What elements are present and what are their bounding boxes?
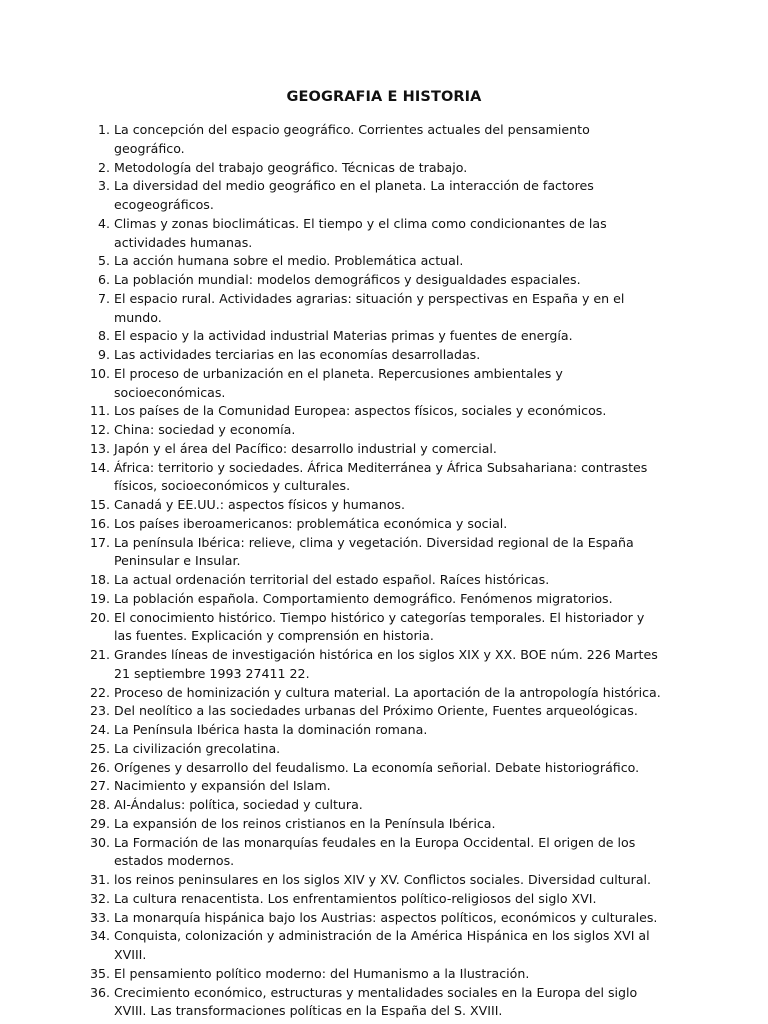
topic-text: El pensamiento político moderno: del Humanismo a la Ilustración. xyxy=(114,965,530,981)
topic-item xyxy=(0,927,768,965)
topic-text: los reinos peninsulares en los siglos XIV y XV. Conflictos sociales. Diversidad cultural. xyxy=(114,872,652,887)
topic-item xyxy=(0,909,768,928)
topic-number: 19. xyxy=(89,590,110,606)
topic-number: 11. xyxy=(89,403,110,419)
topic-number: 26. xyxy=(89,759,110,775)
topic-number: 25. xyxy=(89,740,110,756)
topic-text: Los países de la Comunidad Europea: aspectos físicos, sociales y económicos. xyxy=(114,403,607,419)
topic-text: Proceso de hominización y cultura material. La aportación de la antropología histórica. xyxy=(114,684,661,700)
topic-number: 16. xyxy=(89,515,110,531)
topic-number: 20. xyxy=(89,609,110,625)
topic-number: 32. xyxy=(89,890,110,906)
topic-item xyxy=(0,121,768,159)
topic-text: Los países iberoamericanos: problemática económica y social. xyxy=(114,515,508,531)
topic-text: China: sociedad y economía. xyxy=(114,422,296,437)
topic-list xyxy=(0,121,768,1021)
topic-item xyxy=(0,459,768,497)
topic-text: La población española. Comportamiento demográfico. Fenómenos migratorios. xyxy=(114,590,613,606)
topic-item xyxy=(0,365,768,403)
topic-number: 6. xyxy=(97,272,110,287)
topic-item xyxy=(0,965,768,984)
topic-text: La península Ibérica: relieve, clima y vegetación. Diversidad regional de la España Peninsular e Insular. xyxy=(114,534,634,569)
topic-text: Japón y el área del Pacífico: desarrollo industrial y comercial. xyxy=(114,440,497,456)
topic-number: 36. xyxy=(89,984,110,1000)
topic-item xyxy=(0,777,768,796)
topic-text: La Formación de las monarquías feudales en la Europa Occidental. El origen de los estados modernos. xyxy=(114,834,636,869)
topic-number: 22. xyxy=(89,684,110,700)
topic-item xyxy=(0,346,768,365)
topic-number: 10. xyxy=(89,365,110,381)
topic-text: La Península Ibérica hasta la dominación romana. xyxy=(114,722,428,737)
topic-number: 21. xyxy=(89,647,110,662)
topic-text: La cultura renacentista. Los enfrentamientos político-religiosos del siglo XVI. xyxy=(114,890,597,906)
topic-number: 24. xyxy=(89,722,110,737)
topic-item xyxy=(0,571,768,590)
topic-text: Crecimiento económico, estructuras y mentalidades sociales en la Europa del siglo XVIII. Las transformaciones políticas en la España del S. XVIII. xyxy=(114,984,638,1019)
topic-item xyxy=(0,421,768,440)
topic-item xyxy=(0,159,768,178)
topic-item xyxy=(0,984,768,1022)
topic-number: 13. xyxy=(89,440,110,456)
topic-text: Grandes líneas de investigación histórica en los siglos XIX y XX. BOE núm. 226 Martes 21 septiembre 1993 27411 22. xyxy=(114,647,658,681)
topic-text: El conocimiento histórico. Tiempo histórico y categorías temporales. El historiador y las fuentes. Explicación y comprensión en historia. xyxy=(114,609,645,644)
topic-number: 14. xyxy=(89,459,110,475)
topic-text: Climas y zonas bioclimáticas. El tiempo y el clima como condicionantes de las actividades humanas. xyxy=(114,215,607,250)
topic-number: 7. xyxy=(97,290,110,306)
topic-item xyxy=(0,796,768,815)
topic-text: Metodología del trabajo geográfico. Técnicas de trabajo. xyxy=(114,159,468,175)
topic-number: 29. xyxy=(89,815,110,831)
topic-text: Canadá y EE.UU.: aspectos físicos y humanos. xyxy=(114,497,405,512)
topic-text: Las actividades terciarias en las economías desarrolladas. xyxy=(114,347,481,362)
topic-item xyxy=(0,684,768,703)
topic-text: La actual ordenación territorial del estado español. Raíces históricas. xyxy=(114,572,550,587)
topic-text: La monarquía hispánica bajo los Austrias: aspectos políticos, económicos y culturales. xyxy=(114,909,658,925)
topic-item xyxy=(0,890,768,909)
topic-text: El espacio rural. Actividades agrarias: situación y perspectivas en España y en el mundo. xyxy=(114,290,625,325)
topic-number: 28. xyxy=(89,797,110,812)
topic-item xyxy=(0,590,768,609)
topic-item xyxy=(0,815,768,834)
topic-text: Del neolítico a las sociedades urbanas del Próximo Oriente, Fuentes arqueológicas. xyxy=(114,703,638,719)
document-title: GEOGRAFIA E HISTORIA xyxy=(286,89,482,105)
topic-item xyxy=(0,440,768,459)
topic-number: 15. xyxy=(89,497,110,512)
topic-item xyxy=(0,515,768,534)
topic-text: La expansión de los reinos cristianos en la Península Ibérica. xyxy=(114,815,496,831)
topic-number: 30. xyxy=(89,834,110,850)
topic-number: 31. xyxy=(89,872,110,887)
topic-text: El espacio y la actividad industrial Materias primas y fuentes de energía. xyxy=(114,328,573,344)
topic-item xyxy=(0,646,768,684)
topic-number: 3. xyxy=(97,178,110,194)
topic-number: 18. xyxy=(89,572,110,587)
topic-item xyxy=(0,496,768,515)
topic-item xyxy=(0,327,768,346)
topic-item xyxy=(0,290,768,328)
topic-item xyxy=(0,740,768,759)
topic-number: 8. xyxy=(97,328,110,344)
topic-item xyxy=(0,759,768,778)
topic-number: 9. xyxy=(97,347,110,362)
topic-text: La concepción del espacio geográfico. Corrientes actuales del pensamiento geográfico. xyxy=(114,122,590,156)
topic-number: 33. xyxy=(89,909,110,925)
topic-text: Nacimiento y expansión del Islam. xyxy=(114,778,331,794)
topic-item xyxy=(0,609,768,647)
topic-number: 4. xyxy=(97,215,110,231)
topic-number: 12. xyxy=(89,422,110,437)
topic-item xyxy=(0,721,768,740)
topic-item xyxy=(0,252,768,271)
topic-item xyxy=(0,215,768,253)
topic-text: La civilización grecolatina. xyxy=(114,740,281,756)
topic-text: La diversidad del medio geográfico en el planeta. La interacción de factores ecogeográficos. xyxy=(114,178,594,212)
topic-item xyxy=(0,271,768,290)
topic-number: 5. xyxy=(97,253,110,269)
topic-item xyxy=(0,834,768,872)
topic-text: África: territorio y sociedades. África Mediterránea y África Subsahariana: contrastes físicos, socioeconómicos y culturales. xyxy=(114,459,648,494)
topic-item xyxy=(0,702,768,721)
topic-number: 1. xyxy=(97,122,110,137)
topic-number: 27. xyxy=(89,778,110,794)
topic-number: 17. xyxy=(89,534,110,550)
topic-text: La población mundial: modelos demográficos y desigualdades espaciales. xyxy=(114,272,581,287)
topic-number: 2. xyxy=(97,159,110,175)
topic-text: El proceso de urbanización en el planeta. Repercusiones ambientales y socioeconómicas. xyxy=(114,365,563,400)
topic-item xyxy=(0,177,768,215)
topic-text: Conquista, colonización y administración de la América Hispánica en los siglos XVI al XVIII. xyxy=(114,928,650,962)
topic-number: 34. xyxy=(89,928,110,944)
topic-item xyxy=(0,402,768,421)
topic-number: 35. xyxy=(89,965,110,981)
topic-text: Orígenes y desarrollo del feudalismo. La economía señorial. Debate historiográfico. xyxy=(114,759,640,775)
topic-text: La acción humana sobre el medio. Problemática actual. xyxy=(114,253,464,269)
topic-text: AI-Ándalus: política, sociedad y cultura. xyxy=(114,797,363,812)
topic-item xyxy=(0,871,768,890)
topic-number: 23. xyxy=(89,703,110,719)
topic-item xyxy=(0,534,768,572)
